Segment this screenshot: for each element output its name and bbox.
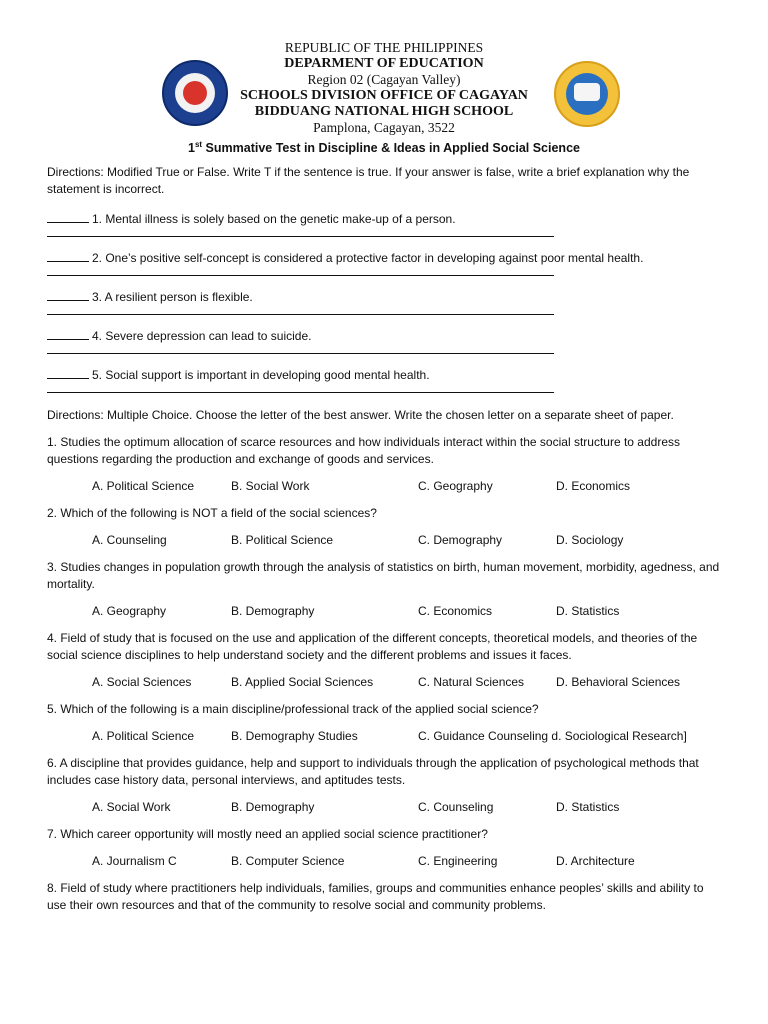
option-c: C. Guidance Counseling d. Sociological Research] [418, 729, 687, 743]
option-a: A. Geography [92, 604, 167, 618]
option-b: B. Political Science [231, 533, 334, 547]
explanation-line[interactable] [47, 228, 554, 237]
option-d: D. Statistics [556, 604, 620, 618]
mc-options [92, 603, 723, 620]
directions-true-false: Directions: Modified True or False. Write T if the sentence is true. If your answer is false, write a brief explanation why the statement is incorrect. [47, 165, 690, 196]
option-d: D. Architecture [556, 854, 635, 868]
option-c: C. Counseling [418, 800, 494, 814]
test-title: 1st Summative Test in Discipline & Ideas in Applied Social Science [188, 140, 580, 156]
answer-blank[interactable] [47, 366, 89, 379]
header-division: SCHOOLS DIVISION OFFICE OF CAGAYAN [240, 88, 528, 103]
option-a: A. Counseling [92, 533, 167, 547]
tf-item: 4. Severe depression can lead to suicide. [47, 327, 723, 354]
option-c: C. Natural Sciences [418, 675, 525, 689]
explanation-line[interactable] [47, 267, 554, 276]
option-b: B. Demography Studies [231, 729, 358, 743]
option-d: D. Economics [556, 479, 631, 493]
option-b: B. Applied Social Sciences [231, 675, 374, 689]
mc-options [92, 728, 723, 745]
option-d: D. Sociology [556, 533, 624, 547]
option-b: B. Computer Science [231, 854, 345, 868]
mc-options [92, 478, 723, 495]
option-a: A. Social Work [92, 800, 171, 814]
tf-item: 3. A resilient person is flexible. [47, 288, 723, 315]
mc-options [92, 674, 723, 691]
test-body [47, 164, 723, 914]
option-a: A. Journalism C [92, 854, 177, 868]
option-a: A. Political Science [92, 479, 195, 493]
header-address: Pamplona, Cagayan, 3522 [313, 120, 455, 135]
option-b: B. Demography [231, 604, 315, 618]
document-header [0, 40, 768, 156]
option-b: B. Demography [231, 800, 315, 814]
directions-multiple-choice: Directions: Multiple Choice. Choose the letter of the best answer. Write the chosen letter on a separate sheet of paper. [47, 408, 674, 422]
mc-question: 2. Which of the following is NOT a field of the social sciences? A. Counseling B. Political Science C. Demography D. Sociology [47, 505, 723, 549]
option-c: C. Geography [418, 479, 493, 493]
mc-question: 4. Field of study that is focused on the use and application of the different concepts, theoretical models, and theories of the social science disciplines to help understand society and the different problems and issues it faces. A. Social Sciences B. Applied Social Sciences C. Natural Sciences D. Behavioral Sciences [47, 630, 723, 691]
header-region: Region 02 (Cagayan Valley) [307, 72, 461, 87]
answer-blank[interactable] [47, 210, 89, 223]
mc-options [92, 799, 723, 816]
mc-options [92, 853, 723, 870]
explanation-line[interactable] [47, 306, 554, 315]
answer-blank[interactable] [47, 327, 89, 340]
option-b: B. Social Work [231, 479, 310, 493]
option-c: C. Economics [418, 604, 493, 618]
answer-blank[interactable] [47, 288, 89, 301]
mc-question: 7. Which career opportunity will mostly need an applied social science practitioner? A. Journalism C B. Computer Science C. Engineering D. Architecture [47, 826, 723, 870]
tf-item: 5. Social support is important in developing good mental health. [47, 366, 723, 393]
answer-blank[interactable] [47, 249, 89, 262]
header-department: DEPARMENT OF EDUCATION [284, 56, 484, 71]
explanation-line[interactable] [47, 345, 554, 354]
mc-question: 3. Studies changes in population growth through the analysis of statistics on birth, human movement, morbidity, agedness, and mortality. A. Geography B. Demography C. Economics D. Statistics [47, 559, 723, 620]
mc-question: 5. Which of the following is a main discipline/professional track of the applied social science? A. Political Science B. Demography Studies C. Guidance Counseling d. Sociological Research] [47, 701, 723, 745]
mc-question: 8. Field of study where practitioners help individuals, families, groups and communities enhance peoples’ skills and ability to use their own resources and that of the community to resolve social and community problems. [47, 881, 704, 912]
option-a: A. Social Sciences [92, 675, 192, 689]
option-d: D. Statistics [556, 800, 620, 814]
header-republic: REPUBLIC OF THE PHILIPPINES [284, 40, 484, 55]
option-a: A. Political Science [92, 729, 195, 743]
mc-options [92, 532, 723, 549]
mc-question: 6. A discipline that provides guidance, help and support to individuals through the application of psychological methods that includes case history data, personal interviews, and aptitudes tests. A. Social Work B. Demography C. Counseling D. Statistics [47, 755, 723, 816]
option-c: C. Demography [418, 533, 503, 547]
option-c: C. Engineering [418, 854, 498, 868]
tf-item: 1. Mental illness is solely based on the genetic make-up of a person. [47, 210, 723, 237]
explanation-line[interactable] [47, 384, 554, 393]
header-school: BIDDUANG NATIONAL HIGH SCHOOL [254, 104, 514, 119]
option-d: D. Behavioral Sciences [556, 675, 681, 689]
tf-item: 2. One’s positive self-concept is considered a protective factor in developing against poor mental health. [47, 249, 723, 276]
mc-question: 1. Studies the optimum allocation of scarce resources and how individuals interact within the social structure to address questions regarding the production and exchange of goods and services. A. Political Science B. Social Work C. Geography D. Economics [47, 434, 723, 495]
